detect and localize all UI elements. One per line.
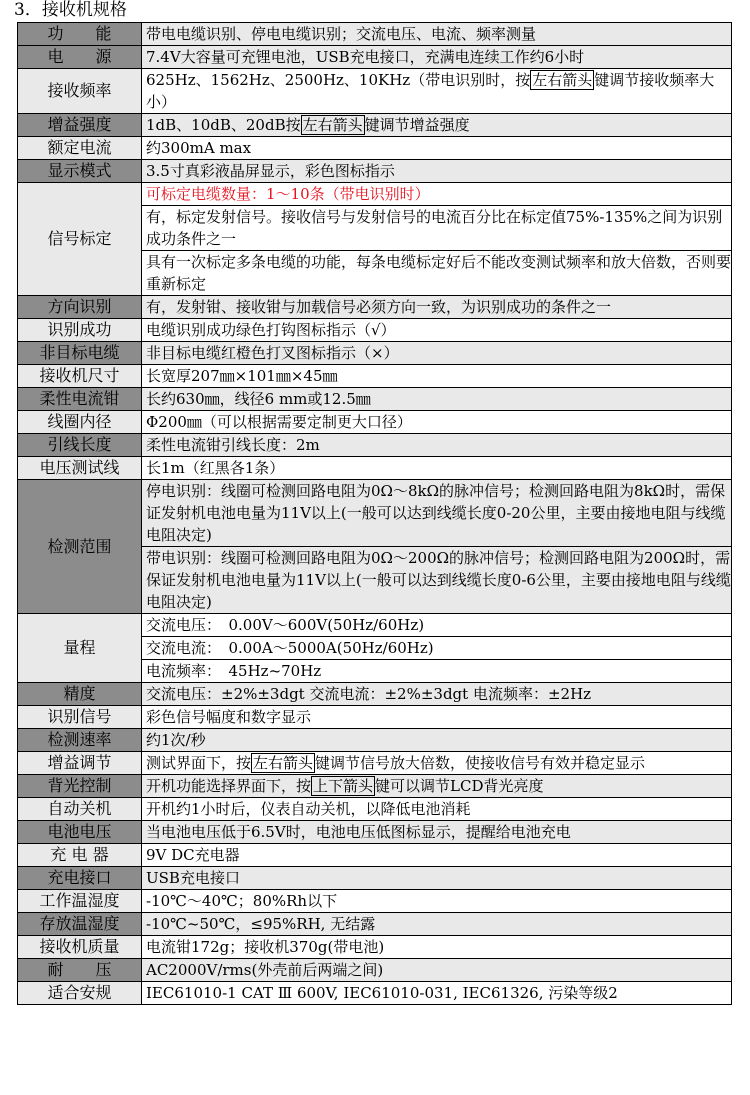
row-label-cell <box>18 480 142 614</box>
row-label: 接收频率 <box>47 81 112 100</box>
row-label: 方向识别 <box>47 297 112 316</box>
table-row <box>18 114 732 137</box>
table-row <box>18 729 732 752</box>
row-label-cell <box>18 46 142 69</box>
row-label: 引线长度 <box>47 435 112 454</box>
row-value <box>142 319 732 342</box>
table-row <box>18 867 732 890</box>
row-label-cell <box>18 982 142 1005</box>
value-text-after: 键调节增益强度 <box>364 116 470 134</box>
row-label-cell <box>18 160 142 183</box>
row-label: 存放温湿度 <box>39 914 120 933</box>
key-label: 左右箭头 <box>302 116 363 134</box>
value-text: 7.4V大容量可充锂电池，USB充电接口，充满电连续工作约6小时 <box>146 48 585 66</box>
row-value <box>142 752 732 775</box>
row-value <box>142 844 732 867</box>
row-label: 电 源 <box>47 47 112 66</box>
row-label-cell <box>18 752 142 775</box>
value-text: 长1m（红黑各1条） <box>146 459 285 477</box>
row-label: 工作温湿度 <box>39 891 120 910</box>
row-label: 接收机质量 <box>39 937 120 956</box>
row-label-cell <box>18 69 142 114</box>
row-label-cell <box>18 434 142 457</box>
row-value <box>142 434 732 457</box>
table-row <box>18 46 732 69</box>
row-label-cell <box>18 867 142 890</box>
row-label: 额定电流 <box>47 138 112 157</box>
row-value <box>142 160 732 183</box>
row-value <box>142 457 732 480</box>
row-value <box>142 913 732 936</box>
value-text: 具有一次标定多条电缆的功能，每条电缆标定好后不能改变测试频率和放大倍数，否则要重新标定 <box>146 253 732 293</box>
row-value <box>142 936 732 959</box>
row-value <box>142 388 732 411</box>
row-value <box>142 982 732 1005</box>
value-text: IEC61010-1 CAT Ⅲ 600V, IEC61010-031, IEC61326, 污染等级2 <box>146 984 618 1002</box>
value-text-after: 键可以调节LCD背光亮度 <box>375 777 544 795</box>
row-label: 识别信号 <box>47 707 112 726</box>
value-text: 带电识别：线圈可检测回路电阻为0Ω～200Ω的脉冲信号；检测回路电阻为200Ω时，需保证发射机电池电量为11V以上(一般可以达到线缆长度0-6公里，主要由接地电阻与线缆电阻决定) <box>146 549 731 611</box>
spec-table <box>17 22 732 1005</box>
table-row <box>18 388 732 411</box>
row-label-cell <box>18 844 142 867</box>
table-row <box>18 798 732 821</box>
row-label: 自动关机 <box>47 799 112 818</box>
row-label-cell <box>18 183 142 296</box>
table-row <box>18 821 732 844</box>
row-value <box>142 206 732 251</box>
row-value <box>142 411 732 434</box>
row-label: 检测速率 <box>47 730 112 749</box>
row-label: 检测范围 <box>47 536 112 556</box>
row-label: 适合安规 <box>47 983 112 1002</box>
key-label: 左右箭头 <box>253 754 314 772</box>
value-text: 电流钳172g；接收机370g(带电池) <box>146 938 385 956</box>
row-label-cell <box>18 821 142 844</box>
row-label: 精度 <box>63 684 96 703</box>
row-label: 量程 <box>63 638 96 657</box>
row-value <box>142 183 732 206</box>
row-value <box>142 365 732 388</box>
row-label: 显示模式 <box>47 161 112 180</box>
row-value <box>142 798 732 821</box>
row-label-cell <box>18 913 142 936</box>
row-value <box>142 46 732 69</box>
row-value <box>142 547 732 614</box>
row-value <box>142 821 732 844</box>
row-label: 柔性电流钳 <box>39 389 120 408</box>
table-row <box>18 982 732 1005</box>
row-value <box>142 69 732 114</box>
row-label-cell <box>18 411 142 434</box>
value-text: 停电识别：线圈可检测回路电阻为0Ω～8kΩ的脉冲信号；检测回路电阻为8kΩ时，需保证发射机电池电量为11V以上(一般可以达到线缆长度0-20公里，主要由接地电阻与线缆电阻决定) <box>146 482 726 544</box>
table-row <box>18 706 732 729</box>
row-label: 充 电 器 <box>50 845 109 864</box>
value-text: 交流电压： 0.00V～600V(50Hz/60Hz) <box>146 616 425 634</box>
value-text: 当电池电压低于6.5V时，电池电压低图标显示，提醒给电池充电 <box>146 823 571 841</box>
row-label: 增益强度 <box>47 115 112 134</box>
row-value <box>142 683 732 706</box>
row-value <box>142 342 732 365</box>
row-value <box>142 23 732 46</box>
section-heading: 3．接收机规格 <box>14 0 127 20</box>
row-label: 非目标电缆 <box>39 343 120 362</box>
table-row <box>18 913 732 936</box>
row-value <box>142 480 732 547</box>
table-row <box>18 365 732 388</box>
value-text: 1dB、10dB、20dB按 <box>146 116 301 134</box>
row-value <box>142 251 732 296</box>
row-label-cell <box>18 296 142 319</box>
row-label: 充电接口 <box>47 868 112 887</box>
table-row <box>18 319 732 342</box>
value-text: 彩色信号幅度和数字显示 <box>146 708 312 726</box>
row-label: 电池电压 <box>47 822 112 841</box>
value-text: Φ200㎜（可以根据需要定制更大口径） <box>146 413 412 431</box>
table-row <box>18 434 732 457</box>
table-row <box>18 411 732 434</box>
row-value <box>142 867 732 890</box>
table-row <box>18 69 732 114</box>
row-label: 接收机尺寸 <box>39 366 120 385</box>
row-value <box>142 959 732 982</box>
table-row <box>18 457 732 480</box>
row-label: 信号标定 <box>47 229 112 248</box>
value-text: -10℃~50℃，≤95%RH, 无结露 <box>146 915 376 933</box>
row-label: 线圈内径 <box>47 412 112 431</box>
row-value <box>142 706 732 729</box>
table-row <box>18 775 732 798</box>
row-label-cell <box>18 614 142 683</box>
value-text: 约300mA max <box>146 139 252 157</box>
value-text: 交流电压：±2%±3dgt 交流电流：±2%±3dgt 电流频率：±2Hz <box>146 685 592 703</box>
value-text: 带电电缆识别、停电电缆识别；交流电压、电流、频率测量 <box>146 25 537 43</box>
table-row <box>18 683 732 706</box>
row-label-cell <box>18 365 142 388</box>
key-label: 上下箭头 <box>313 777 374 795</box>
row-label-cell <box>18 23 142 46</box>
table-row <box>18 480 732 547</box>
row-label-cell <box>18 936 142 959</box>
value-text: AC2000V/rms(外壳前后两端之间) <box>146 961 384 979</box>
row-value <box>142 890 732 913</box>
row-label: 耐 压 <box>47 960 112 979</box>
row-value <box>142 729 732 752</box>
value-text: 9V DC充电器 <box>146 846 240 864</box>
row-label: 功 能 <box>47 24 112 43</box>
table-row <box>18 296 732 319</box>
value-text: 测试界面下，按 <box>146 754 252 772</box>
row-value <box>142 775 732 798</box>
row-label-cell <box>18 342 142 365</box>
row-label: 增益调节 <box>47 753 112 772</box>
table-row <box>18 137 732 160</box>
value-text: 非目标电缆红橙色打叉图标指示（×） <box>146 344 399 362</box>
value-text: 开机功能选择界面下，按 <box>146 777 312 795</box>
row-value <box>142 637 732 660</box>
row-label-cell <box>18 729 142 752</box>
value-text-after: 键调节接收频率大小） <box>146 71 715 111</box>
row-label: 电压测试线 <box>39 458 120 477</box>
table-row <box>18 752 732 775</box>
row-label-cell <box>18 706 142 729</box>
value-text: 电流频率： 45Hz~70Hz <box>146 662 322 680</box>
row-label: 识别成功 <box>47 320 112 339</box>
value-text: 长宽厚207㎜×101㎜×45㎜ <box>146 367 338 385</box>
row-value <box>142 296 732 319</box>
value-text: 开机约1小时后，仪表自动关机，以降低电池消耗 <box>146 800 471 818</box>
row-value <box>142 614 732 637</box>
table-row <box>18 959 732 982</box>
row-label-cell <box>18 457 142 480</box>
value-text: 长约630㎜，线径6 mm或12.5㎜ <box>146 390 371 408</box>
row-label-cell <box>18 775 142 798</box>
table-row <box>18 890 732 913</box>
row-value <box>142 660 732 683</box>
row-label-cell <box>18 114 142 137</box>
row-label-cell <box>18 137 142 160</box>
value-text: 电缆识别成功绿色打钩图标指示（√） <box>146 321 396 339</box>
row-value <box>142 137 732 160</box>
table-row <box>18 183 732 206</box>
table-row <box>18 844 732 867</box>
row-label-cell <box>18 388 142 411</box>
highlight-text: 可标定电缆数量：1～10条（带电识别时） <box>146 185 430 203</box>
table-row <box>18 936 732 959</box>
table-row <box>18 342 732 365</box>
value-text: 约1次/秒 <box>146 731 206 749</box>
value-text: 有，发射钳、接收钳与加载信号必须方向一致，为识别成功的条件之一 <box>146 298 612 316</box>
table-row <box>18 160 732 183</box>
row-label-cell <box>18 683 142 706</box>
value-text: USB充电接口 <box>146 869 240 887</box>
value-text: 3.5寸真彩液晶屏显示，彩色图标指示 <box>146 162 395 180</box>
value-text: -10℃～40℃；80%Rh以下 <box>146 892 338 910</box>
value-text: 柔性电流钳引线长度：2m <box>146 436 320 454</box>
row-label-cell <box>18 319 142 342</box>
row-label: 背光控制 <box>47 776 112 795</box>
value-text-after: 键调节信号放大倍数，使接收信号有效并稳定显示 <box>315 754 646 772</box>
row-label-cell <box>18 959 142 982</box>
key-label: 左右箭头 <box>532 71 593 89</box>
table-row <box>18 23 732 46</box>
table-row <box>18 614 732 637</box>
value-text: 交流电流： 0.00A～5000A(50Hz/60Hz) <box>146 639 434 657</box>
row-label-cell <box>18 890 142 913</box>
value-text: 有，标定发射信号。接收信号与发射信号的电流百分比在标定值75%-135%之间为识别成功条件之一 <box>146 208 723 248</box>
row-value <box>142 114 732 137</box>
row-label-cell <box>18 798 142 821</box>
value-text: 625Hz、1562Hz、2500Hz、10KHz（带电识别时，按 <box>146 71 531 89</box>
